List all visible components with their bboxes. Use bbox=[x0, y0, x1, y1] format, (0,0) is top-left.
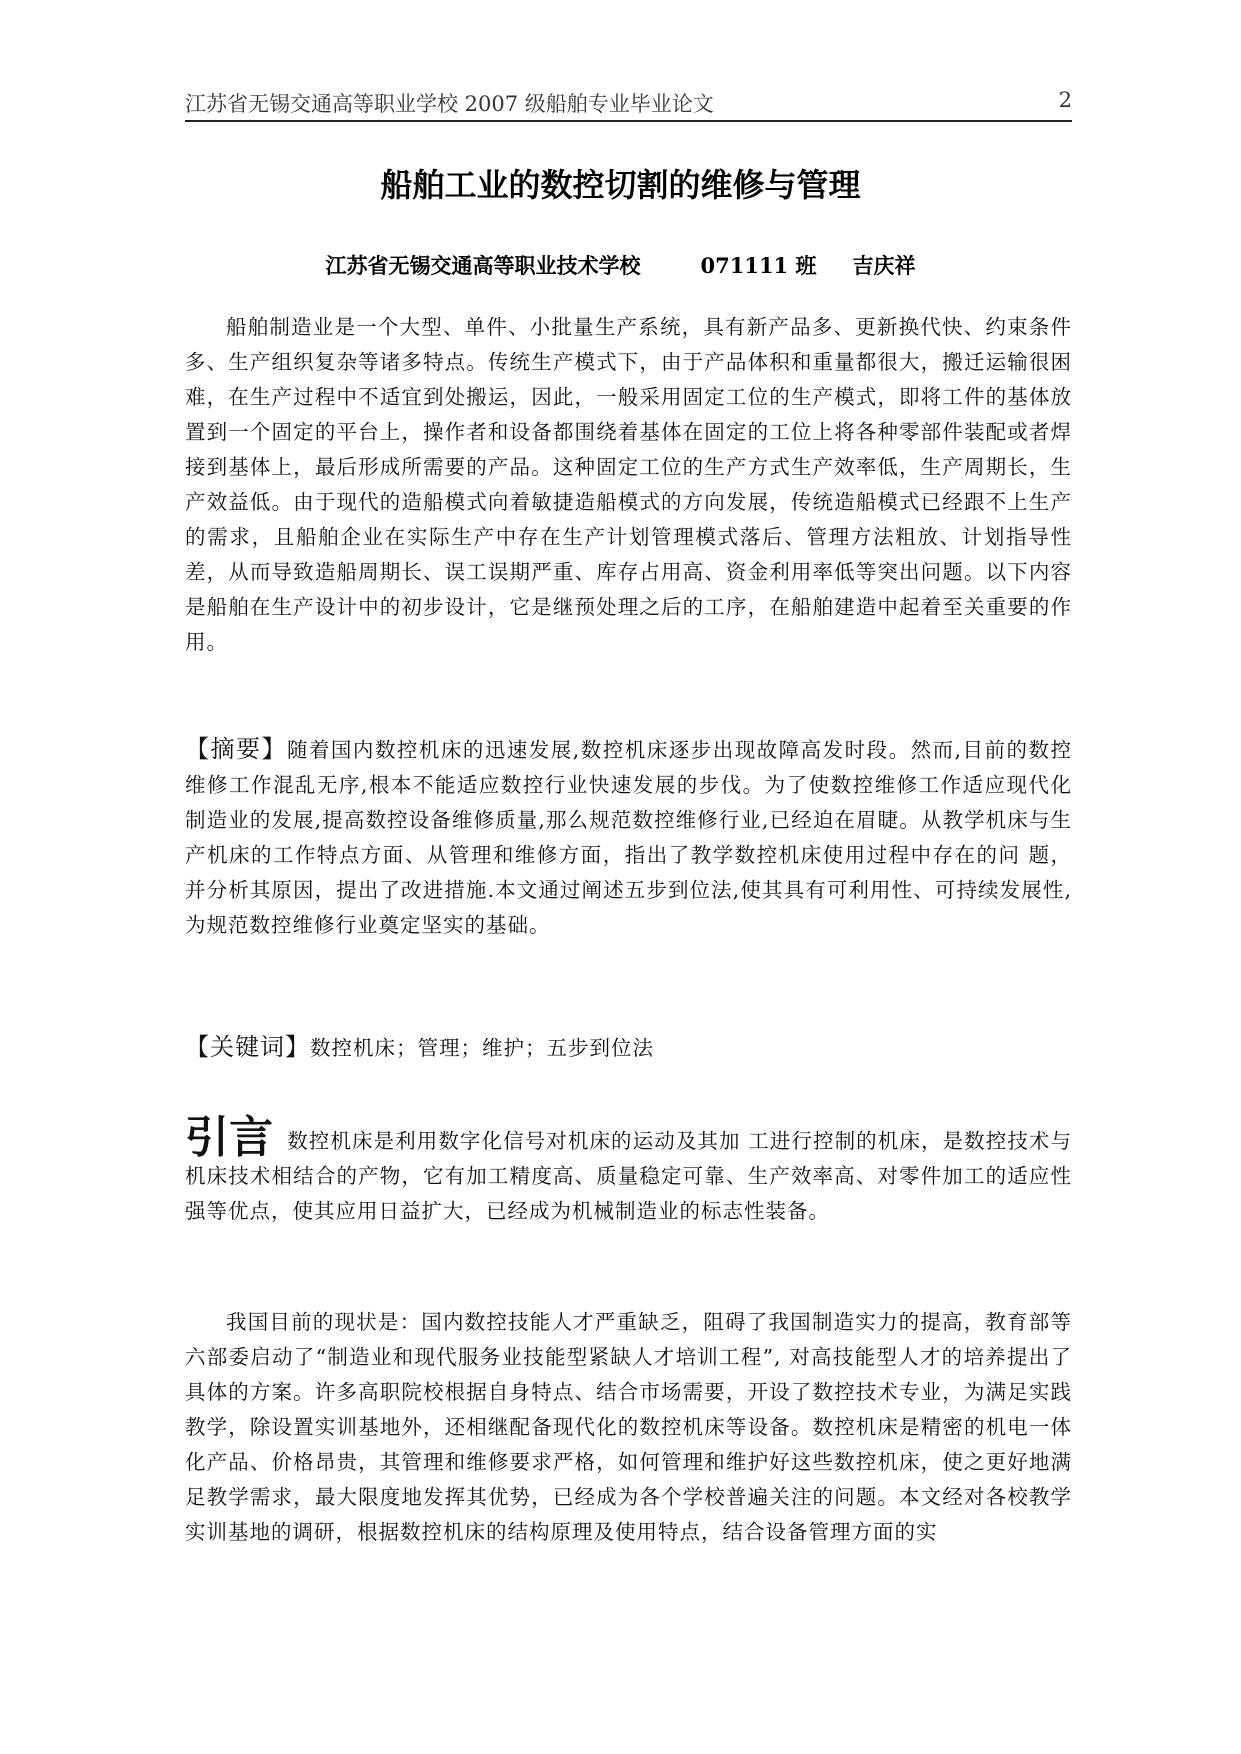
byline-class: 071111 班 bbox=[700, 253, 817, 278]
abstract-text: 随着国内数控机床的迅速发展,数控机床逐步出现故障高发时段。然而,目前的数控维修工作混乱无序,根本不能适应数控行业快速发展的步伐。为了使数控维修工作适应现代化制造业的发展,提高数控设备维修质量,那么规范数控维修行业,已经迫在眉睫。从教学机床与生产机床的工作特点方面、从管理和维修方面，指出了教学数控机床使用过程中存在的问 题，并分析其原因，提出了改进措施.本文通过阐述五步到位法,使其具有可利用性、可持续发展性,为规范数控维修行业奠定坚实的基础。 bbox=[185, 738, 1073, 937]
header-school-line: 江苏省无锡交通高等职业学校 2007 级船舶专业毕业论文 bbox=[185, 92, 714, 116]
byline-school: 江苏省无锡交通高等职业技术学校 bbox=[325, 253, 641, 278]
byline-author: 吉庆祥 bbox=[852, 253, 916, 278]
keywords-paragraph bbox=[185, 1030, 1072, 1066]
introduction-paragraph bbox=[185, 1112, 1073, 1229]
paper-title: 船舶工业的数控切割的维修与管理 bbox=[380, 166, 861, 204]
introduction-text: 数控机床是利用数字化信号对机床的运动及其加 工进行控制的机床，是数控技术与机床技术相结合的产物，它有加工精度高、质量稳定可靠、生产效率高、对零件加工的适应性强等优点，使其应用日益扩大，已经成为机械制造业的标志性装备。 bbox=[185, 1129, 1073, 1223]
intro-paragraph: 船舶制造业是一个大型、单件、小批量生产系统，具有新产品多、更新换代快、约束条件多、生产组织复杂等诸多特点。传统生产模式下，由于产品体积和重量都很大，搬迁运输很困难，在生产过程中不适宜到处搬运，因此，一般采用固定工位的生产模式，即将工件的基体放置到一个固定的平台上，操作者和设备都围绕着基体在固定的工位上将各种零部件装配或者焊接到基体上，最后形成所需要的产品。这种固定工位的生产方式生产效率低，生产周期长，生产效益低。由于现代的造船模式向着敏捷造船模式的方向发展，传统造船模式已经跟不上生产的需求，且船舶企业在实际生产中存在生产计划管理模式落后、管理方法粗放、计划指导性差，从而导致造船周期长、误工误期严重、库存占用高、资金利用率低等突出问题。以下内容是船舶在生产设计中的初步设计，它是继预处理之后的工序，在船舶建造中起着至关重要的作用。 bbox=[185, 315, 1072, 654]
keywords-label: 【关键词】 bbox=[185, 1033, 310, 1061]
introduction-heading: 引言 bbox=[185, 1112, 274, 1163]
status-paragraph: 我国目前的现状是：国内数控技能人才严重缺乏，阻碍了我国制造实力的提高，教育部等六部委启动了“制造业和现代服务业技能型紧缺人才培训工程”, 对高技能型人才的培养提出了具体的方案。许多高职院校根据自身特点、结合市场需要，开设了数控技术专业，为满足实践教学，除设置实训基地外，还相继配备现代化的数控机床等设备。数控机床是精密的机电一体化产品、价格昂贵，其管理和维修要求严格，如何管理和维护好这些数控机床，使之更好地满足教学需求，最大限度地发挥其优势，已经成为各个学校普遍关注的问题。本文经对各校教学实训基地的调研，根据数控机床的结构原理及使用特点，结合设备管理方面的实 bbox=[185, 1310, 1072, 1544]
keywords-text: 数控机床；管理；维护；五步到位法 bbox=[310, 1036, 654, 1060]
abstract-label: 【摘要】 bbox=[185, 735, 287, 763]
page-number: 2 bbox=[1058, 88, 1072, 112]
running-header bbox=[185, 86, 1072, 122]
author-byline bbox=[0, 250, 1241, 280]
abstract-paragraph bbox=[185, 732, 1072, 943]
